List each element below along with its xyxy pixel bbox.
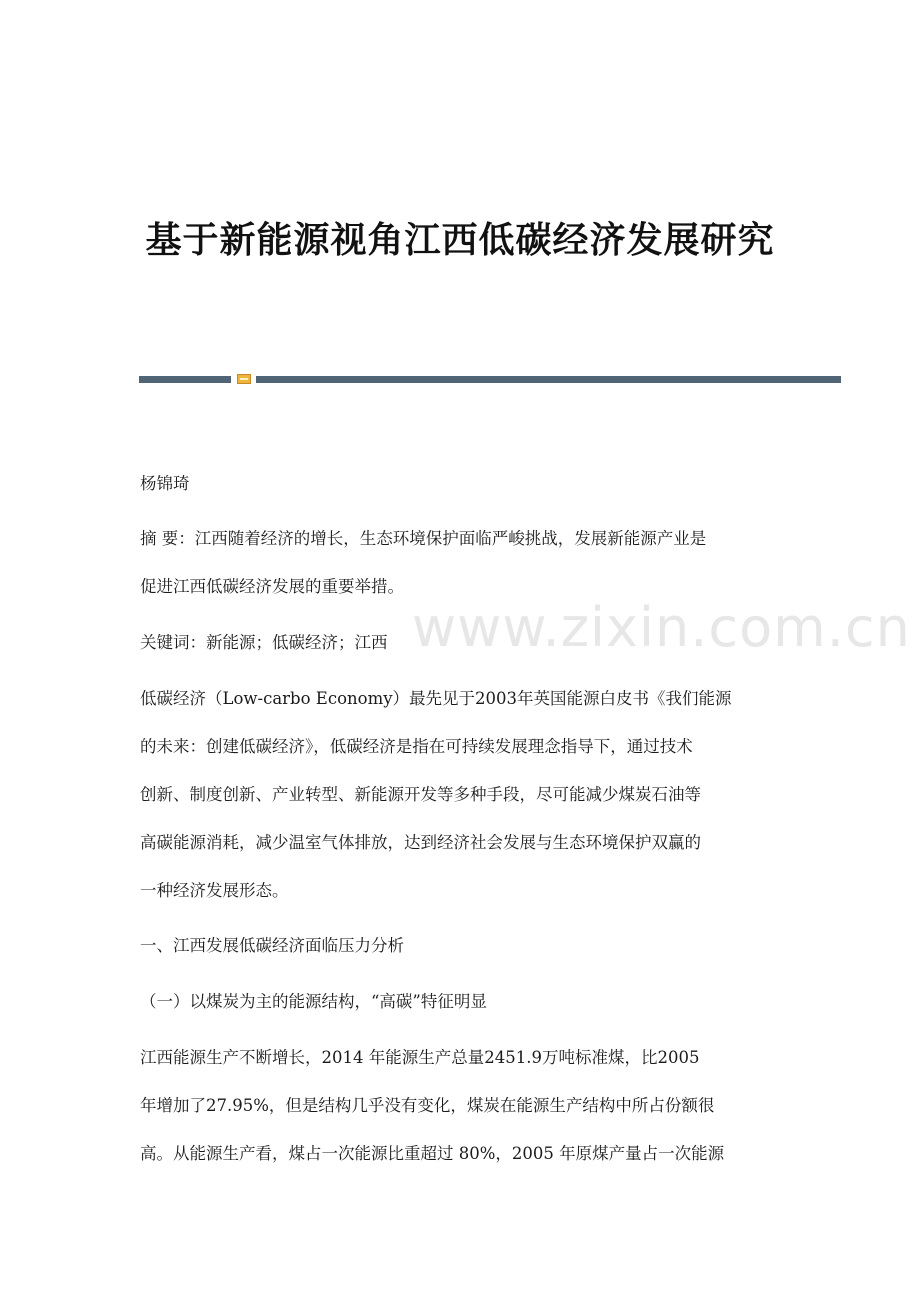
divider-ornament-icon [237,374,251,384]
author-name: 杨锦琦 [140,474,190,493]
body-line-1: 江西能源生产不断增长，2014 年能源生产总量2451.9万吨标准煤，比2005 [140,1048,700,1067]
watermark: www.zixin.com.cn [412,596,911,659]
divider-left-segment [139,376,231,383]
body-line-2: 年增加了27.95%，但是结构几乎没有变化，煤炭在能源生产结构中所占份额很 [140,1096,715,1115]
intro-line-1: 低碳经济（Low-carbo Economy）最先见于2003年英国能源白皮书《我们能源 [140,689,732,708]
subsection-heading: （一）以煤炭为主的能源结构，“高碳”特征明显 [140,992,487,1011]
section-heading: 一、江西发展低碳经济面临压力分析 [140,936,404,955]
body-line-3: 高。从能源生产看，煤占一次能源比重超过 80%，2005 年原煤产量占一次能源 [140,1144,725,1163]
keywords-line: 关键词：新能源；低碳经济；江西 [140,633,388,652]
abstract-line-2: 促进江西低碳经济发展的重要举措。 [140,577,404,596]
title-divider [139,374,841,384]
divider-right-segment [256,376,841,383]
intro-line-4: 高碳能源消耗，减少温室气体排放，达到经济社会发展与生态环境保护双赢的 [140,833,701,852]
intro-line-3: 创新、制度创新、产业转型、新能源开发等多种手段，尽可能减少煤炭石油等 [140,785,701,804]
intro-line-2: 的未来：创建低碳经济》，低碳经济是指在可持续发展理念指导下，通过技术 [140,737,693,756]
intro-line-5: 一种经济发展形态。 [140,881,289,900]
document-title: 基于新能源视角江西低碳经济发展研究 [145,219,775,261]
abstract-line-1: 摘 要：江西随着经济的增长，生态环境保护面临严峻挑战，发展新能源产业是 [140,529,707,548]
